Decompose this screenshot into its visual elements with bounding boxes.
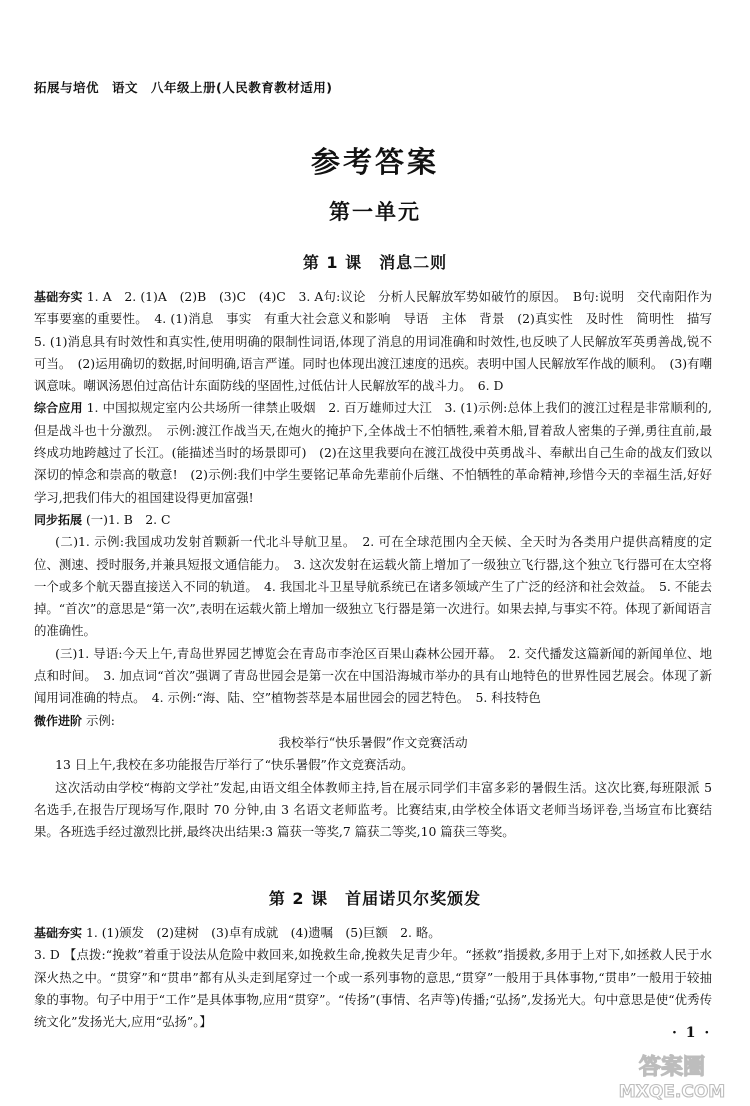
tongbu-section bbox=[34, 509, 712, 531]
essay-paragraph-1: 13 日上午,我校在多功能报告厅举行了“快乐暑假”作文竞赛活动。 bbox=[55, 757, 414, 773]
section-text: 1. 中国拟规定室内公共场所一律禁止吸烟 2. 百万雄师过大江 3. (1)示例:总体上我们的渡江过程是非常顺利的,但是战斗也十分激烈。 示例:渡江作战当天,在炮火的掩护下,全体战士不怕牺牲,乘着木船,冒着敌人密集的子弹,勇往直前,最终成功地跨越过了长江。(能描述当时的场景即可) (2)在这里我要向在渡江战役中英勇战斗、奉献出自己生命的战友们致以深切的悼念和崇高的敬意! (2)示例:我们中学生要铭记革命先辈前仆后继、不怕牺牲的革命精神,珍惜今天的幸福生活,好好学习,把我们伟大的祖国建设得更加富强! bbox=[34, 400, 712, 505]
watermark-logo bbox=[600, 1050, 745, 1102]
jichu-section bbox=[34, 922, 712, 944]
tongbu-part-3: (三)1. 导语:今天上午,青岛世界园艺博览会在青岛市李沧区百果山森林公园开幕。 2. 交代播发这篇新闻的新闻单位、地点和时间。 3. 加点词“首次”强调了青岛世园会是第一次在中国沿海城市举办的具有山地特色的世界性园艺展会。体现了新闻用词准确的特点。 4. 示例:“海、陆、空”植物荟萃是本届世园会的园艺特色。 5. 科技特色 bbox=[34, 645, 712, 706]
section-label: 综合应用 bbox=[34, 401, 83, 416]
essay-title: 我校举行“快乐暑假”作文竞赛活动 bbox=[278, 734, 468, 750]
lesson-2-title: 第 2 课 首届诺贝尔奖颁发 bbox=[268, 889, 482, 908]
jichu-section bbox=[34, 286, 725, 397]
zonghe-section bbox=[34, 397, 712, 508]
section-text: 1. (1)颁发 (2)建树 (3)卓有成就 (4)遗嘱 (5)巨额 2. 略。 bbox=[82, 925, 441, 940]
svg-text:答案圈: 答案圈 bbox=[638, 1055, 706, 1080]
section-text: 1. A 2. (1)A (2)B (3)C (4)C 3. A句:议论 分析人民解放军势如破竹的原因。 B句:说明 交代南阳作为军事要塞的重要性。 4. (1)消息 事实 有重大社会意义和影响 导语 主体 背景 (2)真实性 及时性 简明性 描写 5. (1)消息具有时效性和真实性,使用明确的限制性词语,体现了消息的用词准确和时效性,也反映了人民解放军英勇善战,锐不可当。 (2)运用确切的数据,时间明确,语言严谨。同时也体现出渡江速度的迅疾。表明中国人民解放军作战的顺利。 (3)有嘲讽意味。嘲讽汤恩伯过高估计东面防线的坚固性,过低估计人民解放军的战斗力。 6. D bbox=[34, 289, 725, 394]
item-3-explanation: 3. D 【点拨:“挽救”着重于设法从危险中救回来,如挽救生命,挽救失足青少年。“拯救”指援救,多用于上对下,如拯救人民于水深火热之中。“贯穿”和“贯串”都有从头走到尾穿过一个或一系列事物的意思,“贯穿”一般用于具体事物,“贯串”一般用于较抽象的事物。句子中用于“工作”是具体事物,应用“贯穿”。“传扬”(事情、名声等)传播;“弘扬”,发扬光大。句中意思是使“优秀传统文化”发扬光大,应用“弘扬”。】 bbox=[34, 947, 712, 1030]
section-text: 示例: bbox=[82, 712, 115, 728]
lesson-1-title: 第 1 课 消息二则 bbox=[302, 253, 448, 272]
section-label: 同步拓展 bbox=[34, 512, 83, 527]
tongbu-part-2: (二)1. 示例:我国成功发射首颗新一代北斗导航卫星。 2. 可在全球范围内全天候、全天时为各类用户提供高精度的定位、测速、授时服务,并兼具短报文通信能力。 3. 这次发射在运载火箭上增加了一级独立飞行器,这个独立飞行器可在太空将一个或多个航天器直接送入不同的轨道。 4. 我国北斗卫星导航系统已在诸多领域产生了广泛的经济和社会效益。 5. 不能去掉。“首次”的意思是“第一次”,表明在运载火箭上增加一级独立飞行器是第一次进行。如果去掉,与事实不符。体现了新闻语言的准确性。 bbox=[34, 534, 712, 639]
essay-paragraph-2: 这次活动由学校“梅韵文学社”发起,由语文组全体教师主持,旨在展示同学们丰富多彩的暑假生活。这次比赛,每班限派 5 名选手,在报告厅现场写作,限时 70 分钟,由 3 名语文老师监考。比赛结束,由学校全体语文老师当场评卷,当场宣布比赛结果。各班选手经过激烈比拼,最终决出结果:3 篇获一等奖,7 篇获二等奖,10 篇获三等奖。 bbox=[34, 779, 712, 840]
page-number: · 1 · bbox=[672, 1025, 712, 1041]
page-title: 参考答案 bbox=[310, 145, 439, 179]
section-text: (一)1. B 2. C bbox=[82, 511, 171, 527]
section-label: 基础夯实 bbox=[34, 290, 83, 304]
svg-text:MXQE.COM: MXQE.COM bbox=[618, 1082, 726, 1102]
running-header: 拓展与培优 语文 八年级上册(人民教育教材适用) bbox=[34, 80, 333, 95]
lesson-2-body bbox=[34, 922, 712, 1033]
lesson-1-body bbox=[34, 286, 725, 843]
section-label: 基础夯实 bbox=[34, 926, 83, 940]
weizuo-section bbox=[34, 710, 712, 732]
unit-title: 第一单元 bbox=[329, 200, 421, 224]
section-label: 微作进阶 bbox=[34, 713, 83, 728]
